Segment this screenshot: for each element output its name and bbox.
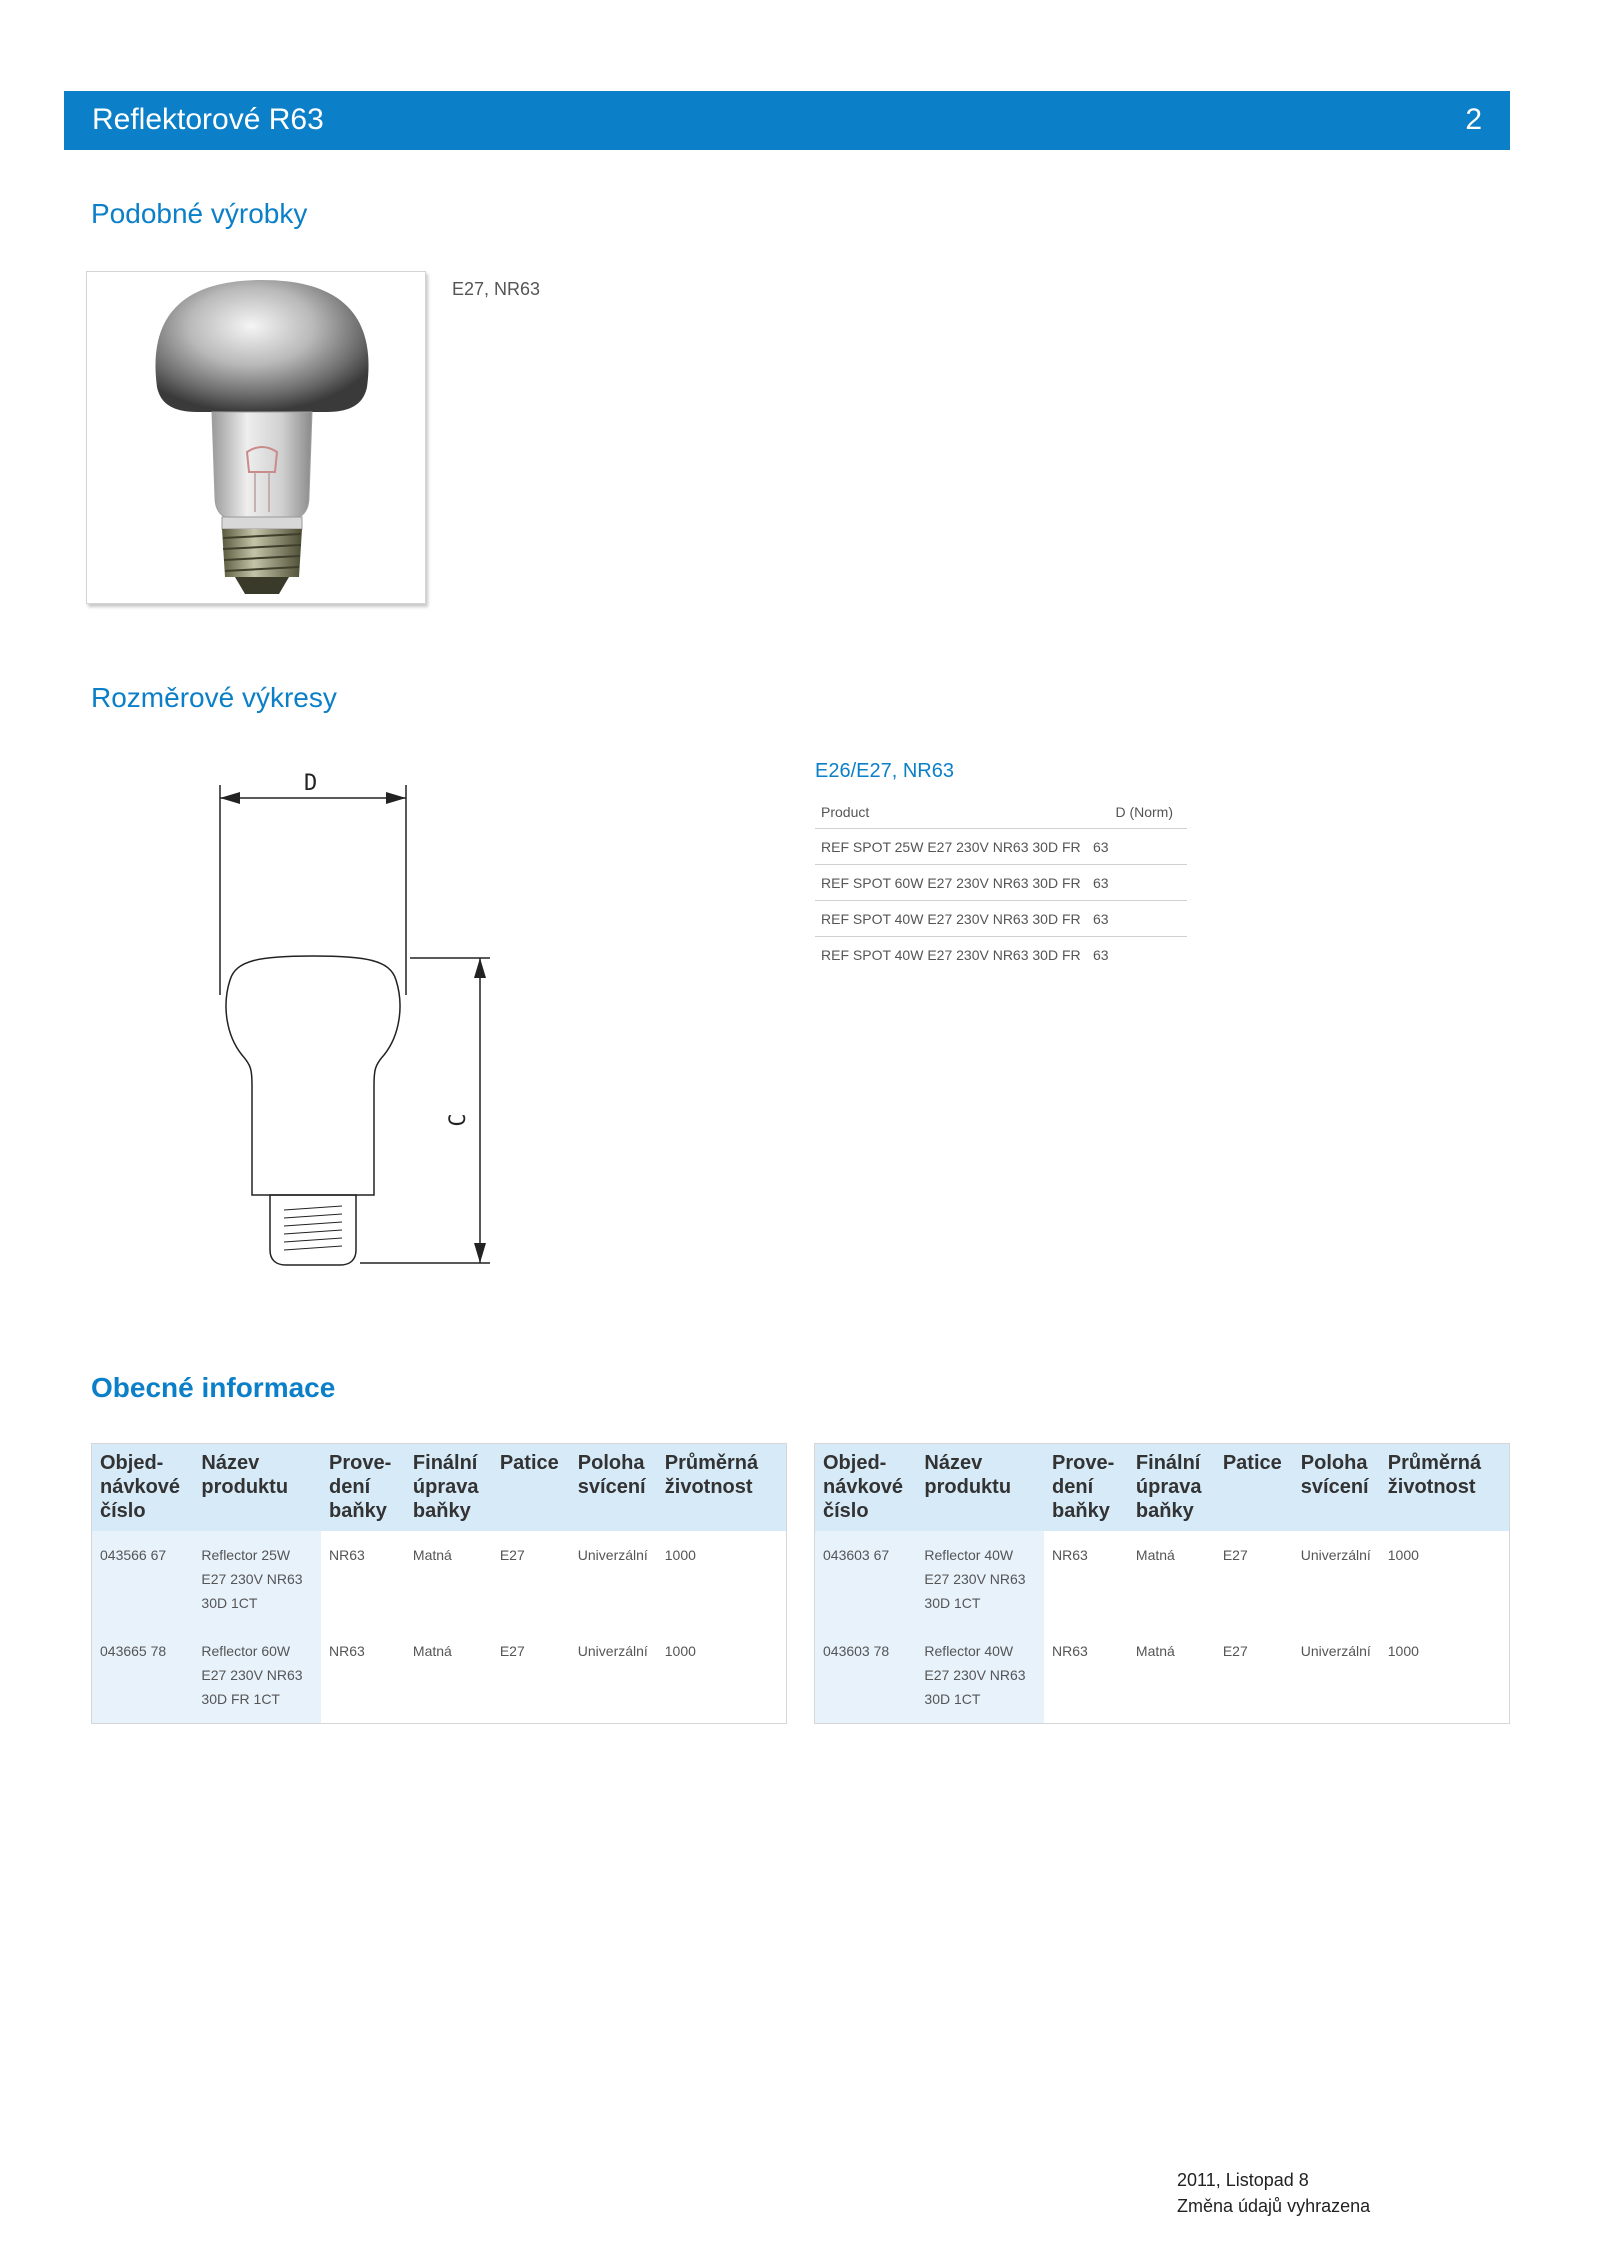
- bulb-design-cell: NR63: [329, 1547, 365, 1563]
- table-row: [92, 1531, 787, 1627]
- product-name-cell: Reflector 25W E27 230V NR63 30D 1CT: [193, 1531, 321, 1627]
- page-title: Reflektorové R63: [92, 103, 324, 136]
- order-number-cell: 043603 78: [815, 1627, 917, 1724]
- table-row: [92, 1627, 787, 1724]
- header-product-name: Název produktu: [916, 1444, 1044, 1532]
- column-product: Product: [821, 803, 870, 820]
- dimension-table: [815, 760, 1187, 973]
- similar-products-title: Podobné výrobky: [91, 198, 308, 229]
- header-average-life: Průměrná životnost: [657, 1444, 787, 1532]
- burning-position-cell: Univerzální: [1300, 1547, 1371, 1563]
- bulb-finish-cell: Matná: [412, 1643, 452, 1659]
- product-name-cell: Reflector 40W E27 230V NR63 30D 1CT: [916, 1531, 1044, 1627]
- dimension-label-c: C: [446, 1113, 471, 1127]
- table-row: [815, 829, 1187, 865]
- reflector-bulb-image: [87, 272, 425, 603]
- footer: [1177, 2167, 1370, 2219]
- average-life-cell: 1000: [1387, 1643, 1419, 1659]
- header-burning-position: Poloha svícení: [1293, 1444, 1380, 1532]
- footer-date: 2011, Listopad 8: [1177, 2170, 1309, 2190]
- product-cell: REF SPOT 40W E27 230V NR63 30D FR: [821, 910, 1081, 927]
- footer-note: Změna údajů vyhrazena: [1177, 2196, 1371, 2216]
- header-bulb-finish: Finální úprava baňky: [405, 1444, 492, 1532]
- header-bulb-design: Prove- dení baňky: [321, 1444, 405, 1532]
- dimension-table-title: E26/E27, NR63: [815, 760, 954, 782]
- average-life-cell: 1000: [664, 1547, 696, 1563]
- product-cell: REF SPOT 40W E27 230V NR63 30D FR: [821, 947, 1081, 963]
- bulb-design-cell: NR63: [1052, 1547, 1088, 1563]
- bulb-finish-cell: Matná: [412, 1547, 452, 1563]
- product-name-cell: Reflector 40W E27 230V NR63 30D 1CT: [916, 1627, 1044, 1724]
- average-life-cell: 1000: [1387, 1547, 1419, 1563]
- product-name-cell: Reflector 60W E27 230V NR63 30D FR 1CT: [193, 1627, 321, 1724]
- d-cell: 63: [1093, 947, 1109, 963]
- table-row: [815, 901, 1187, 937]
- d-cell: 63: [1093, 838, 1109, 855]
- dimension-label-d: D: [304, 771, 318, 796]
- d-cell: 63: [1093, 874, 1109, 891]
- header-cap: Patice: [492, 1444, 570, 1532]
- column-d-norm: D (Norm): [1115, 803, 1173, 820]
- burning-position-cell: Univerzální: [1300, 1643, 1371, 1659]
- table-header-row: [92, 1444, 787, 1532]
- cap-cell: E27: [499, 1643, 525, 1659]
- header-order-number: Objed- návkové číslo: [815, 1444, 917, 1532]
- order-number-cell: 043566 67: [92, 1531, 194, 1627]
- bulb-photo: [86, 271, 426, 604]
- header-bulb-finish: Finální úprava baňky: [1128, 1444, 1215, 1532]
- table-row: [815, 1531, 1510, 1627]
- d-cell: 63: [1093, 910, 1109, 927]
- cap-cell: E27: [1222, 1643, 1248, 1659]
- photo-caption: E27, NR63: [452, 279, 541, 299]
- header-order-number: Objed- návkové číslo: [92, 1444, 194, 1532]
- header-burning-position: Poloha svícení: [570, 1444, 657, 1532]
- general-info-table-right: [814, 1443, 1510, 1724]
- order-number-cell: 043665 78: [92, 1627, 194, 1724]
- bulb-design-cell: NR63: [329, 1643, 365, 1659]
- dimension-drawings-title: Rozměrové výkresy: [91, 682, 337, 713]
- bulb-finish-cell: Matná: [1135, 1547, 1175, 1563]
- cap-cell: E27: [1222, 1547, 1248, 1563]
- table-row: [815, 1627, 1510, 1724]
- page-number: 2: [1465, 103, 1482, 136]
- average-life-cell: 1000: [664, 1643, 696, 1659]
- header-bar: [64, 91, 1510, 150]
- general-info-title: Obecné informace: [91, 1372, 336, 1403]
- bulb-outline-drawing: [200, 760, 520, 1280]
- product-cell: REF SPOT 25W E27 230V NR63 30D FR: [821, 838, 1081, 855]
- dimension-table-header: [815, 795, 1187, 829]
- bulb-design-cell: NR63: [1052, 1643, 1088, 1659]
- table-row: [815, 865, 1187, 901]
- table-header-row: [815, 1444, 1510, 1532]
- cap-cell: E27: [499, 1547, 525, 1563]
- dimension-drawing: [200, 760, 520, 1280]
- general-info-table-left: [91, 1443, 787, 1724]
- table-row: [815, 937, 1187, 973]
- burning-position-cell: Univerzální: [577, 1547, 648, 1563]
- order-number-cell: 043603 67: [815, 1531, 917, 1627]
- burning-position-cell: Univerzální: [577, 1643, 648, 1659]
- product-cell: REF SPOT 60W E27 230V NR63 30D FR: [821, 874, 1081, 891]
- header-bulb-design: Prove- dení baňky: [1044, 1444, 1128, 1532]
- header-average-life: Průměrná životnost: [1380, 1444, 1510, 1532]
- header-cap: Patice: [1215, 1444, 1293, 1532]
- header-product-name: Název produktu: [193, 1444, 321, 1532]
- bulb-finish-cell: Matná: [1135, 1643, 1175, 1659]
